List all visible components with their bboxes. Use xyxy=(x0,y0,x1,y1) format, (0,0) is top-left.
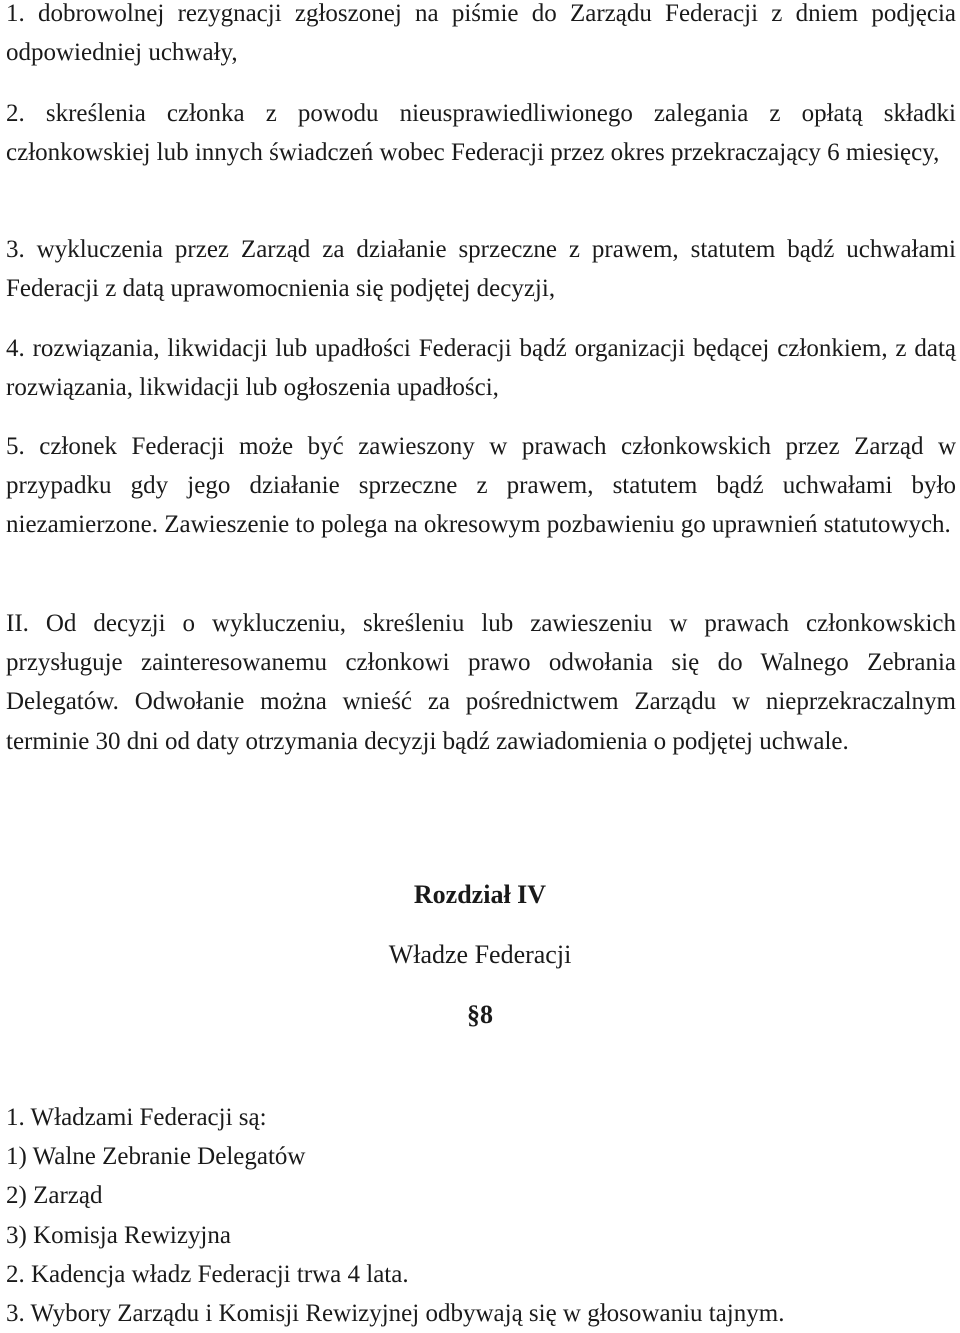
list-item: 3. Wybory Zarządu i Komisji Rewizyjnej odbywają się w głosowaniu tajnym. xyxy=(6,1300,785,1328)
paragraph-3: 3. wykluczenia przez Zarząd za działanie sprzeczne z prawem, statutem bądź uchwałami Federacji z datą uprawomocnienia się podjętej decyzji, xyxy=(6,236,956,303)
section-heading: §8 xyxy=(467,1000,493,1029)
chapter-subtitle: Władze Federacji xyxy=(388,940,572,969)
paragraph-5: 5. członek Federacji może być zawieszony w prawach członkowskich przez Zarząd w przypadku gdy jego działanie sprzeczne z prawem, statutem bądź uchwałami było niezamierzone. Zawieszenie to polega na okresowym pozbawieniu go uprawnień statutowych. xyxy=(6,433,956,539)
paragraph-4: 4. rozwiązania, likwidacji lub upadłości Federacji bądź organizacji będącej członkiem, z datą rozwiązania, likwidacji lub ogłoszenia upadłości, xyxy=(6,335,956,402)
paragraph-appeal: II. Od decyzji o wykluczeniu, skreśleniu lub zawieszeniu w prawach członkowskich przysługuje zainteresowanemu członkowi prawo odwołania się do Walnego Zebrania Delegatów. Odwołanie można wnieść za pośrednictwem Zarządu w nieprzekraczalnym terminie 30 dni od daty otrzymania decyzji bądź zawiadomienia o podjętej uchwale. xyxy=(6,610,956,755)
list-item: 1. Władzami Federacji są: xyxy=(6,1104,267,1131)
list-item: 1) Walne Zebranie Delegatów xyxy=(6,1143,306,1171)
paragraph-2: 2. skreślenia członka z powodu nieusprawiedliwionego zalegania z opłatą składki członkowskiej lub innych świadczeń wobec Federacji przez okres przekraczający 6 miesięcy, xyxy=(6,100,956,167)
paragraph-1: 1. dobrowolnej rezygnacji zgłoszonej na piśmie do Zarządu Federacji z dniem podjęcia odpowiedniej uchwały, xyxy=(6,0,956,67)
authorities-list xyxy=(6,1098,784,1333)
chapter-title: Rozdział IV xyxy=(413,880,547,909)
list-item: 2. Kadencja władz Federacji trwa 4 lata. xyxy=(6,1260,409,1288)
list-item: 2) Zarząd xyxy=(6,1182,103,1210)
list-item: 3) Komisja Rewizyjna xyxy=(6,1221,231,1249)
